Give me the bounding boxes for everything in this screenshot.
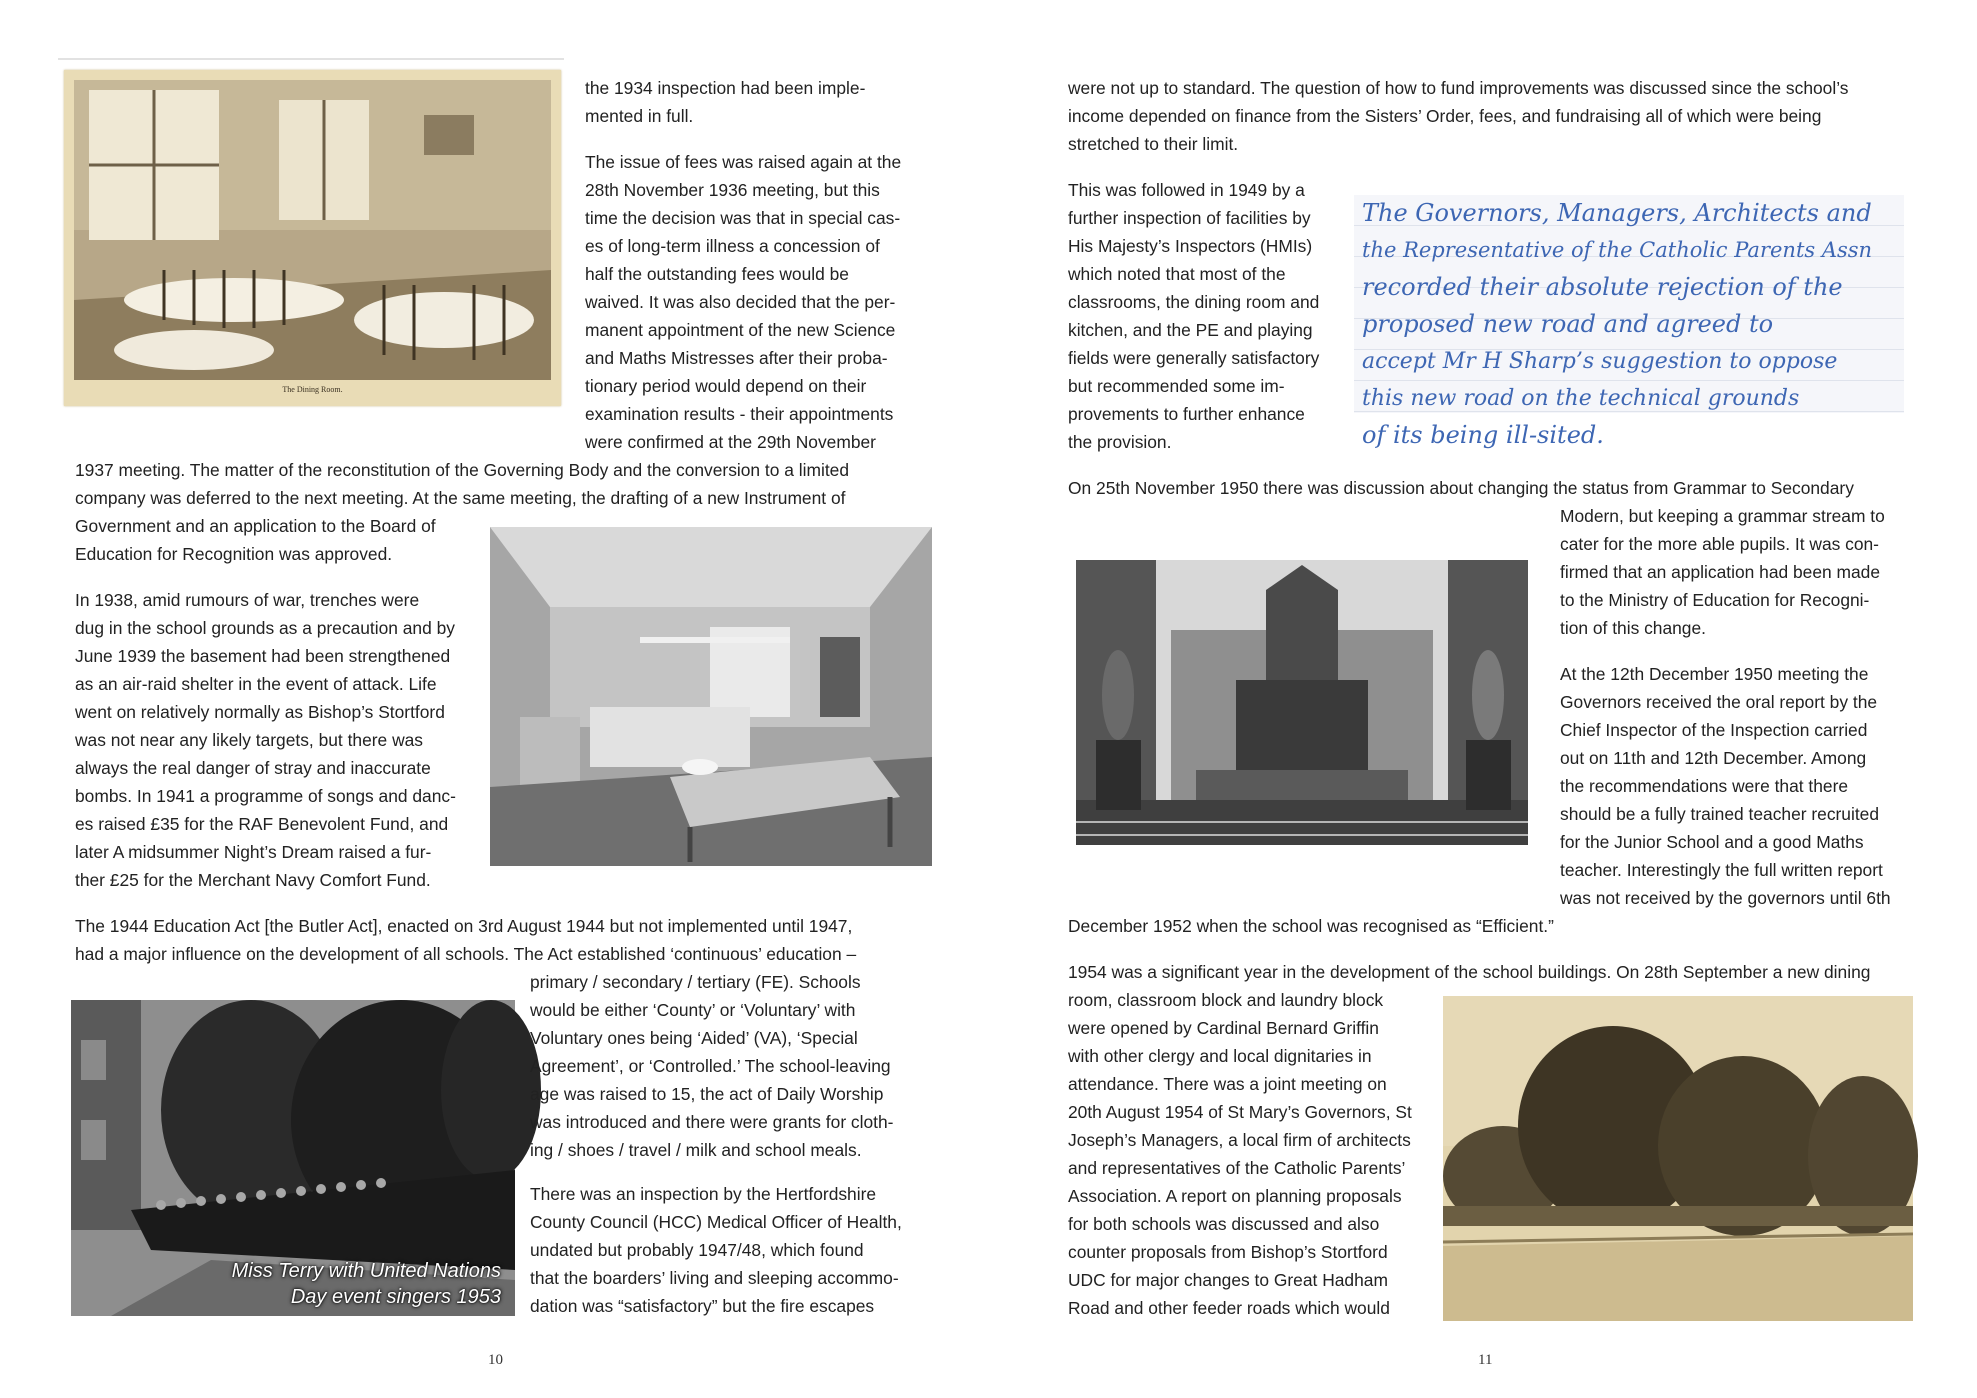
text-line: was not near any likely targets, but there was bbox=[75, 730, 423, 750]
dining-room-caption: The Dining Room. bbox=[282, 385, 343, 394]
text-block-secondary-modern bbox=[1560, 502, 1885, 642]
road-trees-illustration bbox=[1443, 996, 1913, 1321]
text-line: Education for Recognition was approved. bbox=[75, 544, 393, 564]
text-line: room, classroom block and laundry block bbox=[1068, 990, 1384, 1010]
text-line: June 1939 the basement had been strengthened bbox=[75, 646, 451, 666]
text-line: were not up to standard. The question of how to fund improvements was discussed since the school’s bbox=[1068, 78, 1849, 98]
handwritten-line: of its being ill-sited. bbox=[1362, 421, 1604, 449]
text-line: Government and an application to the Board of bbox=[75, 516, 436, 536]
text-block-grammar-status bbox=[1068, 474, 1854, 502]
top-rule bbox=[58, 58, 564, 60]
text-line: should be a fully trained teacher recruited bbox=[1560, 804, 1880, 824]
right-page bbox=[988, 0, 1977, 1398]
text-line: with other clergy and local dignitaries in bbox=[1068, 1046, 1372, 1066]
text-block-fees-1936 bbox=[585, 148, 901, 456]
text-line: age was raised to 15, the act of Daily Worship bbox=[530, 1084, 884, 1104]
text-line: His Majesty’s Inspectors (HMIs) bbox=[1068, 236, 1313, 256]
text-line: undated but probably 1947/48, which found bbox=[530, 1240, 864, 1260]
text-line: dug in the school grounds as a precaution and by bbox=[75, 618, 455, 638]
text-block-war-years bbox=[75, 586, 456, 894]
text-line: ing / shoes / travel / milk and school meals. bbox=[530, 1140, 862, 1160]
text-line: further inspection of facilities by bbox=[1068, 208, 1311, 228]
text-line: firmed that an application had been made bbox=[1560, 562, 1881, 582]
text-line: were opened by Cardinal Bernard Griffin bbox=[1068, 1018, 1379, 1038]
handwritten-line: the Representative of the Catholic Parents Assn bbox=[1362, 238, 1873, 262]
text-line: Road and other feeder roads which would bbox=[1068, 1298, 1390, 1318]
text-line: es of long-term illness a concession of bbox=[585, 236, 880, 256]
road-trees-photo bbox=[1443, 996, 1913, 1321]
text-line: 20th August 1954 of St Mary’s Governors, St bbox=[1068, 1102, 1412, 1122]
text-line: mented in full. bbox=[585, 106, 694, 126]
text-line: 28th November 1936 meeting, but this bbox=[585, 180, 880, 200]
text-line: the provision. bbox=[1068, 432, 1172, 452]
text-line: waived. It was also decided that the per- bbox=[585, 292, 896, 312]
kitchen-photo bbox=[490, 527, 932, 866]
page-number-right: 11 bbox=[1478, 1352, 1493, 1368]
text-line: Modern, but keeping a grammar stream to bbox=[1560, 506, 1885, 526]
text-line: At the 12th December 1950 meeting the bbox=[1560, 664, 1869, 684]
text-line: were confirmed at the 29th November bbox=[585, 432, 876, 452]
text-block-1954-buildings bbox=[1068, 986, 1412, 1322]
handwritten-minutes-note bbox=[1354, 195, 1904, 449]
handwritten-line: recorded their absolute rejection of the bbox=[1362, 273, 1843, 301]
text-line: stretched to their limit. bbox=[1068, 134, 1239, 154]
text-line: December 1952 when the school was recognised as “Efficient.” bbox=[1068, 916, 1554, 936]
handwritten-line: this new road on the technical grounds bbox=[1362, 386, 1800, 411]
text-line: teacher. Interestingly the full written report bbox=[1560, 860, 1883, 880]
text-line: On 25th November 1950 there was discussion about changing the status from Grammar to Secondary bbox=[1068, 478, 1854, 498]
text-line: manent appointment of the new Science bbox=[585, 320, 896, 340]
text-line: time the decision was that in special cas- bbox=[585, 208, 901, 228]
text-line: 1954 was a significant year in the development of the school buildings. On 28th September a new dining bbox=[1068, 962, 1871, 982]
text-line: and representatives of the Catholic Parents’ bbox=[1068, 1158, 1406, 1178]
caption-line: Miss Terry with United Nations bbox=[231, 1260, 501, 1282]
text-line: In 1938, amid rumours of war, trenches were bbox=[75, 590, 420, 610]
text-line: primary / secondary / tertiary (FE). Schools bbox=[530, 972, 861, 992]
chapel-altar-photo bbox=[1076, 560, 1528, 845]
text-line: bombs. In 1941 a programme of songs and danc- bbox=[75, 786, 456, 806]
text-line: tionary period would depend on their bbox=[585, 376, 867, 396]
text-line: Voluntary ones being ‘Aided’ (VA), ‘Special bbox=[530, 1028, 858, 1048]
text-block-efficient bbox=[1068, 912, 1554, 940]
text-line: later A midsummer Night’s Dream raised a fur- bbox=[75, 842, 432, 862]
text-line: County Council (HCC) Medical Officer of Health, bbox=[530, 1212, 902, 1232]
text-block-act-details bbox=[530, 968, 893, 1164]
text-line: was introduced and there were grants for cloth- bbox=[530, 1112, 894, 1132]
text-block-education-act bbox=[75, 912, 856, 968]
text-block-hcc-inspection bbox=[530, 1180, 902, 1320]
text-line: UDC for major changes to Great Hadham bbox=[1068, 1270, 1388, 1290]
text-line: Association. A report on planning proposals bbox=[1068, 1186, 1402, 1206]
text-line: provements to further enhance bbox=[1068, 404, 1305, 424]
text-line: cater for the more able pupils. It was con- bbox=[1560, 534, 1879, 554]
text-line: to the Ministry of Education for Recogni- bbox=[1560, 590, 1870, 610]
text-line: for the Junior School and a good Maths bbox=[1560, 832, 1864, 852]
handwritten-line: The Governors, Managers, Architects and bbox=[1362, 199, 1872, 227]
dining-room-illustration bbox=[64, 70, 561, 406]
text-line: tion of this change. bbox=[1560, 618, 1706, 638]
text-line: always the real danger of stray and inaccurate bbox=[75, 758, 431, 778]
text-line: Governors received the oral report by the bbox=[1560, 692, 1878, 712]
text-line: attendance. There was a joint meeting on bbox=[1068, 1074, 1387, 1094]
text-block-1954-intro bbox=[1068, 958, 1870, 986]
text-line: as an air-raid shelter in the event of attack. Life bbox=[75, 674, 437, 694]
text-line: company was deferred to the next meeting. At the same meeting, the drafting of a new Instrument of bbox=[75, 488, 846, 508]
kitchen-illustration bbox=[490, 527, 932, 866]
page-number-left: 10 bbox=[488, 1352, 503, 1368]
text-line: The issue of fees was raised again at the bbox=[585, 152, 902, 172]
chapel-illustration bbox=[1076, 560, 1528, 845]
caption-line: Day event singers 1953 bbox=[290, 1286, 501, 1308]
text-block-1950-meeting bbox=[1560, 660, 1891, 912]
text-line: income depended on finance from the Sisters’ Order, fees, and fundraising all of which were being bbox=[1068, 106, 1822, 126]
text-line: classrooms, the dining room and bbox=[1068, 292, 1320, 312]
text-line: dation was “satisfactory” but the fire escapes bbox=[530, 1296, 875, 1316]
text-line: counter proposals from Bishop’s Stortford bbox=[1068, 1242, 1388, 1262]
text-line: Agreement’, or ‘Controlled.’ The school-leaving bbox=[530, 1056, 891, 1076]
text-line: This was followed in 1949 by a bbox=[1068, 180, 1305, 200]
text-line: The 1944 Education Act [the Butler Act], enacted on 3rd August 1944 but not implemented until 1947, bbox=[75, 916, 853, 936]
text-line: Joseph’s Managers, a local firm of architects bbox=[1068, 1130, 1411, 1150]
text-line: and Maths Mistresses after their proba- bbox=[585, 348, 888, 368]
text-line: ther £25 for the Merchant Navy Comfort Fund. bbox=[75, 870, 431, 890]
text-line: half the outstanding fees would be bbox=[585, 264, 849, 284]
handwritten-text bbox=[1362, 195, 1872, 454]
dining-room-photo bbox=[64, 70, 561, 406]
text-line: the recommendations were that there bbox=[1560, 776, 1849, 796]
text-line: es raised £35 for the RAF Benevolent Fund, and bbox=[75, 814, 449, 834]
text-block-1937-meeting bbox=[75, 456, 849, 512]
singers-photo-caption bbox=[232, 1258, 501, 1310]
text-line: for both schools was discussed and also bbox=[1068, 1214, 1380, 1234]
left-page bbox=[0, 0, 988, 1398]
text-block-fees-intro bbox=[585, 74, 865, 130]
text-line: but recommended some im- bbox=[1068, 376, 1285, 396]
text-block-hmi-1949 bbox=[1068, 176, 1319, 456]
text-line: Chief Inspector of the Inspection carried bbox=[1560, 720, 1868, 740]
text-line: out on 11th and 12th December. Among bbox=[1560, 748, 1867, 768]
text-line: fields were generally satisfactory bbox=[1068, 348, 1320, 368]
text-line: went on relatively normally as Bishop’s Stortford bbox=[75, 702, 445, 722]
text-line: had a major influence on the development of all schools. The Act established ‘continuous’ education – bbox=[75, 944, 857, 964]
handwritten-line: proposed new road and agreed to bbox=[1362, 310, 1774, 338]
handwritten-line: accept Mr H Sharp’s suggestion to oppose bbox=[1362, 349, 1838, 374]
singers-photo bbox=[71, 1000, 515, 1316]
text-line: kitchen, and the PE and playing bbox=[1068, 320, 1313, 340]
text-block-recognition bbox=[75, 512, 436, 568]
text-line: 1937 meeting. The matter of the reconstitution of the Governing Body and the conversion to a limited bbox=[75, 460, 850, 480]
text-line: the 1934 inspection had been imple- bbox=[585, 78, 866, 98]
text-line: which noted that most of the bbox=[1068, 264, 1286, 284]
text-line: There was an inspection by the Hertfordshire bbox=[530, 1184, 877, 1204]
text-line: examination results - their appointments bbox=[585, 404, 894, 424]
text-line: was not received by the governors until 6th bbox=[1560, 888, 1891, 908]
text-line: that the boarders’ living and sleeping accommo- bbox=[530, 1268, 899, 1288]
text-line: would be either ‘County’ or ‘Voluntary’ with bbox=[530, 1000, 856, 1020]
text-block-fire-escapes bbox=[1068, 74, 1848, 158]
